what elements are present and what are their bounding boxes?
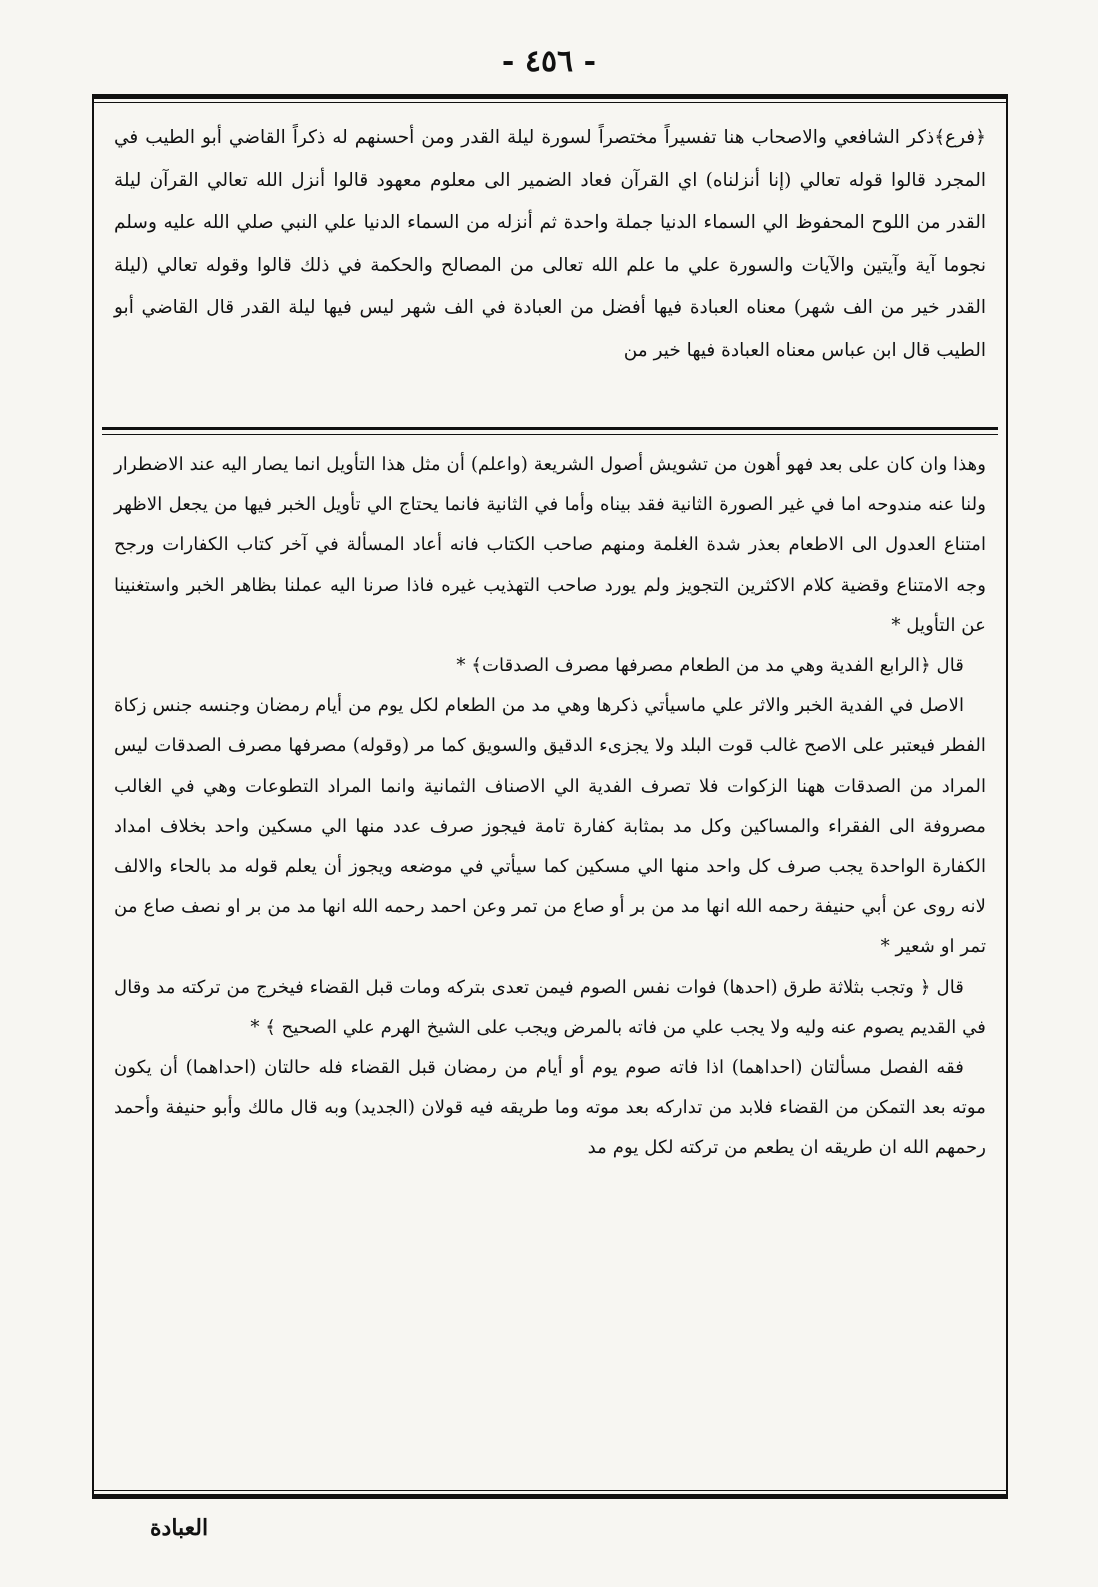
paragraph: فقه الفصل مسألتان (احداهما) اذا فاته صوم يوم أو أيام من رمضان قبل القضاء فله حالتان (احداهما) أن يكون موته بعد التمكن من القضاء فلابد من تداركه بعد موته وما طريقه فيه قولان (الجديد) وبه قال مالك وأبو حنيفة وأحمد رحمهم الله ان طريقه ان يطعم من تركته لكل يوم مد (114, 1057, 986, 1159)
catchword: العبادة (150, 1515, 209, 1541)
page-number: - ٤٥٦ - (501, 44, 597, 79)
margin-commentary: ﴿فرع﴾ذكر الشافعي والاصحاب هنا تفسيراً مختصراً لسورة ليلة القدر ومن أحسنهم له ذكراً القاضي أبو الطيب في المجرد قالوا قوله تعالي (إنا أنزلناه) اي القرآن فعاد الضمير الى معلوم معهود قالوا أنزل الله تعالي القرآن ليلة القدر من اللوح المحفوظ الي السماء الدنيا جملة واحدة ثم أنزله من السماء الدنيا علي النبي صلي الله عليه وسلم نجوما آية وآيتين والآيات والسورة علي ما علم الله تعالى من المصالح والحكمة في ذلك قالوا وقوله تعالي (ليلة القدر خير من الف شهر) معناه العبادة فيها أفضل من العبادة في الف شهر ليس فيها ليلة القدر قال القاضي أبو الطيب قال ابن عباس معناه العبادة فيها خير من (114, 127, 986, 361)
main-text (114, 445, 986, 1474)
paragraph: الاصل في الفدية الخبر والاثر علي ماسيأتي ذكرها وهي مد من الطعام لكل يوم من أيام رمضان وجنسه جنس زكاة الفطر فيعتبر على الاصح غالب قوت البلد ولا يجزىء الدقيق والسويق كما مر (وقوله) مصرفها مصرف الصدقات ليس المراد من الصدقات ههنا الزكوات فلا تصرف الفدية الي الاصناف الثمانية وانما المراد التطوعات وهي في الغالب مصروفة الى الفقراء والمساكين وكل مد بمثابة كفارة تامة فيجوز صرف عدد منها الي مسكين واحد بخلاف امداد الكفارة الواحدة يجب صرف كل واحد منها الي مسكين كما سيأتي في موضعه ويجوز أن يعلم قوله مد بالحاء والالف لانه روى عن أبي حنيفة رحمه الله انها مد من بر أو صاع من تمر وعن احمد رحمه الله انها مد من بر او نصف صاع من تمر او شعير * (114, 695, 986, 958)
text-frame (92, 94, 1008, 1499)
paragraph: وهذا وان كان على بعد فهو أهون من تشويش أصول الشريعة (واعلم) أن مثل هذا التأويل انما يصار اليه عند الاضطرار ولنا عنه مندوحه اما في غير الصورة الثانية فقد بيناه وأما في الثانية فانما يحتاج الي تأويل الخبر فيها من يجعل الاظهر امتناع العدول الى الاطعام بعذر شدة الغلمة ومنهم صاحب الكتاب فانه أعاد المسألة في آخر كتاب الكفارات ورجح وجه الامتناع وقضية كلام الاكثرين التجويز ولم يورد صاحب التهذيب غيره فاذا صرنا اليه عملنا بظاهر الخبر واستغنينا عن التأويل * (114, 454, 987, 636)
paragraph: قال ﴿الرابع الفدية وهي مد من الطعام مصرفها مصرف الصدقات﴾ * (456, 655, 964, 677)
paragraph: قال ﴿ وتجب بثلاثة طرق (احدها) فوات نفس الصوم فيمن تعدى بتركه ومات قبل القضاء فيخرج من تركته مد وقال في القديم يصوم عنه وليه ولا يجب علي من فاته بالمرض ويجب على الشيخ الهرم علي الصحيح ﴾ * (114, 976, 986, 1038)
section-divider (102, 427, 998, 435)
